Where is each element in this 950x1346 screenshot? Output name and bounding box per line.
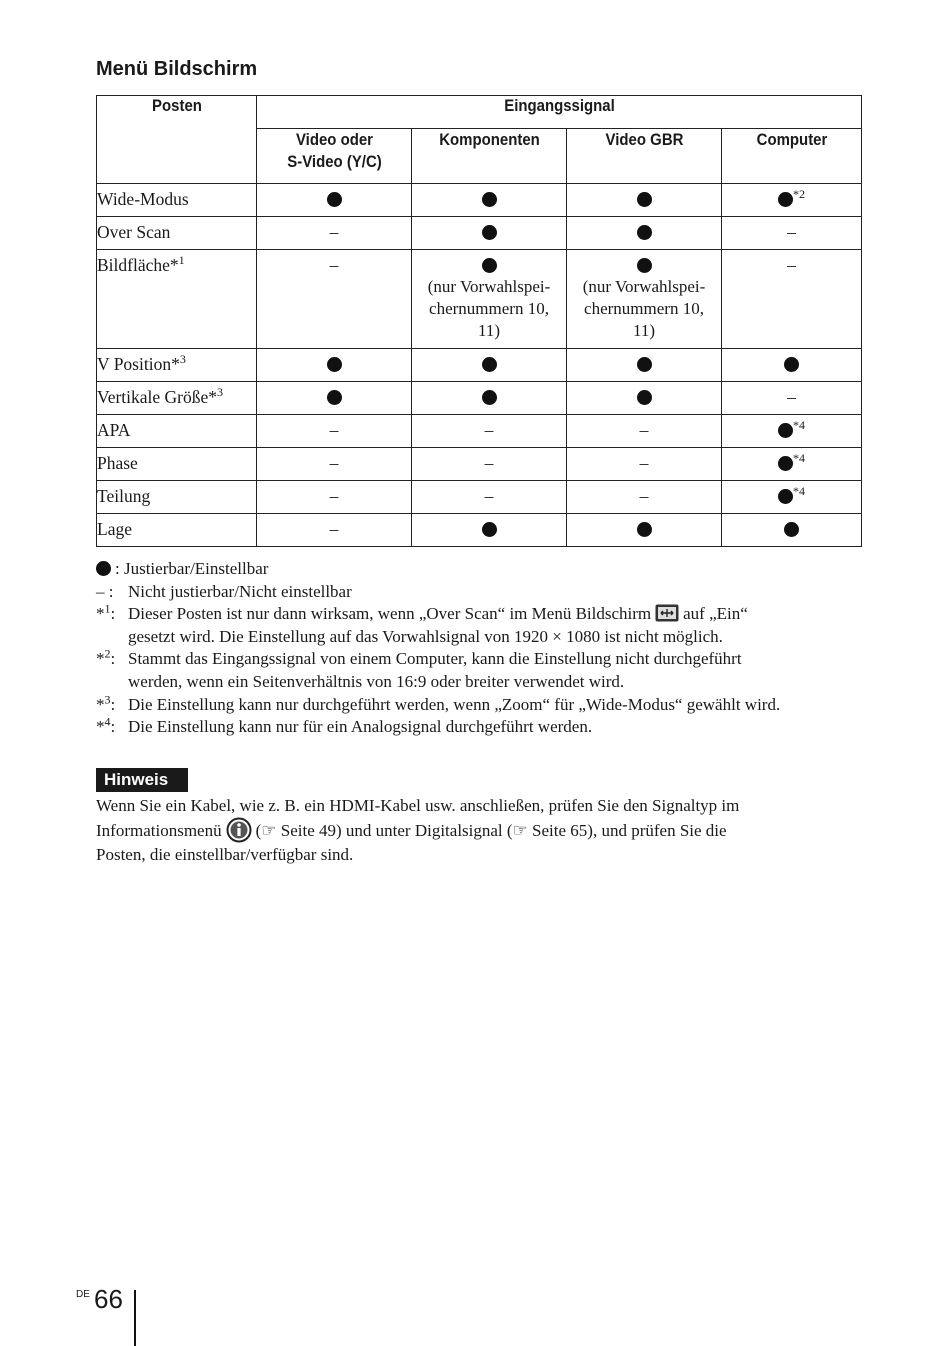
cell-video-gbr (567, 415, 722, 448)
table-row (97, 448, 862, 481)
row-label: V Position*$^3$ (97, 349, 257, 382)
cell-video (257, 382, 412, 415)
dot-symbol-icon (637, 357, 652, 372)
dot-symbol-icon (784, 357, 799, 372)
cell-komponenten (412, 349, 567, 382)
dot-symbol-icon (637, 522, 652, 537)
dot-symbol-icon (482, 390, 497, 405)
row-label: Vertikale Größe*$^3$ (97, 382, 257, 415)
dash-symbol: – (639, 486, 649, 506)
hinweis-text: Wenn Sie ein Kabel, wie z. B. ein HDMI-Kabel usw. anschließen, prüfen Sie den Signaltyp im Informationsmenü (☞ Seite 49) und unter Digitalsignal (☞ Seite 65), und prüfen Sie die Posten, die einstellbar/verfügbar sind. (96, 796, 740, 864)
dot-symbol-icon (96, 558, 111, 581)
dot-symbol-icon (482, 225, 497, 240)
cell-komponenten (412, 514, 567, 547)
dash-symbol: – (484, 420, 494, 440)
dash-symbol: – (787, 387, 796, 407)
cell-komponenten (412, 382, 567, 415)
header-video: Video oder S-Video (Y/C) (266, 129, 402, 184)
cell-computer (722, 514, 862, 547)
section-title: Menü Bildschirm (96, 58, 258, 80)
table-row (97, 514, 862, 547)
header-posten: Posten (106, 96, 247, 184)
cell-computer (722, 217, 862, 250)
screen-menu-icon (655, 604, 679, 622)
dash-symbol: – (639, 453, 649, 473)
footnote-1: *$^1$: Dieser Posten ist nur dann wirksam, wenn „Over Scan“ im Menü Bildschirm auf „Ein“ gesetzt wird. Die Einstellung auf das Vorwahlsignal von 1920 × 1080 ist nicht möglich. (96, 601, 748, 646)
footnote-3: *$^3$: Die Einstellung kann nur durchgeführt werden, wenn „Zoom“ für „Wide-Modus“ gewählt wird. (96, 691, 781, 714)
cell-video-gbr (567, 514, 722, 547)
legend-dot-row (96, 558, 866, 581)
cell-video-gbr (567, 184, 722, 217)
footnote-4: *$^4$: Die Einstellung kann nur für ein Analogsignal durchgeführt werden. (96, 714, 593, 737)
dot-symbol-icon (778, 192, 793, 207)
table-row (97, 481, 862, 514)
dot-symbol-icon (778, 489, 793, 504)
footnote-2: *$^2$: Stammt das Eingangssignal von einem Computer, kann die Einstellung nicht durchgeführt werden, wenn ein Seitenverhältnis von 16:9 oder breiter verwendet wird. (96, 646, 742, 691)
row-label: Bildfläche*$^1$ (97, 250, 257, 349)
cell-komponenten (412, 184, 567, 217)
cell-video (257, 217, 412, 250)
table-row (97, 349, 862, 382)
dot-symbol-icon (778, 423, 793, 438)
cell-video (257, 184, 412, 217)
cell-computer (722, 448, 862, 481)
dot-symbol-icon (482, 522, 497, 537)
header-computer: Computer (730, 129, 853, 184)
dash-symbol: – (787, 222, 796, 242)
cell-video-gbr (567, 382, 722, 415)
row-label: Over Scan (97, 217, 257, 250)
footnote-ref: *4 (793, 484, 805, 499)
dot-symbol-icon (482, 258, 497, 273)
cell-video (257, 481, 412, 514)
dash-symbol: – (484, 453, 494, 473)
hinweis-label: Hinweis (96, 768, 188, 792)
table-row (97, 415, 862, 448)
language-code: DE (76, 1289, 90, 1300)
dot-symbol-icon (784, 522, 799, 537)
table-row (97, 217, 862, 250)
cell-computer (722, 382, 862, 415)
dash-symbol: – (329, 486, 339, 506)
dash-symbol: – (329, 420, 339, 440)
legend-dash-text: Nicht justierbar/Nicht einstellbar (128, 581, 352, 601)
cell-video (257, 349, 412, 382)
cell-computer (722, 481, 862, 514)
dash-symbol: – (329, 222, 339, 242)
cell-video (257, 514, 412, 547)
table-row (97, 184, 862, 217)
dash-symbol: – (329, 255, 339, 275)
header-komponenten: Komponenten (421, 129, 557, 184)
dash-symbol: – (329, 453, 339, 473)
legend (96, 558, 866, 739)
footnote-ref: *4 (793, 451, 805, 466)
legend-dot-text: : Justierbar/Einstellbar (115, 559, 269, 578)
header-eingangssignal: Eingangssignal (293, 96, 825, 129)
cell-computer (722, 415, 862, 448)
cell-video-gbr (567, 448, 722, 481)
dot-symbol-icon (327, 357, 342, 372)
dash-symbol: – (639, 420, 649, 440)
dot-symbol-icon (482, 192, 497, 207)
dash-symbol: – (329, 519, 339, 539)
preset-note: (nur Vorwahlspei- chernummern 10, 11) (582, 277, 706, 340)
cell-video (257, 250, 412, 349)
footnote-ref: *2 (793, 187, 805, 202)
cell-computer (722, 250, 862, 349)
page-number: 66 (94, 1284, 123, 1314)
footnote-ref: *4 (793, 418, 805, 433)
cell-video-gbr (567, 349, 722, 382)
cell-video-gbr (567, 481, 722, 514)
dot-symbol-icon (637, 192, 652, 207)
cell-komponenten (412, 250, 567, 349)
info-icon (226, 817, 252, 843)
cell-video-gbr (567, 250, 722, 349)
table-row (97, 250, 862, 349)
dot-symbol-icon (327, 192, 342, 207)
row-label: Teilung (97, 481, 257, 514)
row-label: Phase (97, 448, 257, 481)
cell-video (257, 448, 412, 481)
table-body (97, 184, 862, 547)
table-row (97, 382, 862, 415)
dot-symbol-icon (637, 258, 652, 273)
footer-rule (134, 1290, 136, 1346)
row-label: APA (97, 415, 257, 448)
dot-symbol-icon (778, 456, 793, 471)
cell-video (257, 415, 412, 448)
header-video-gbr: Video GBR (576, 129, 712, 184)
dot-symbol-icon (637, 390, 652, 405)
preset-note: (nur Vorwahlspei- chernummern 10, 11) (427, 277, 551, 340)
row-label: Wide-Modus (97, 184, 257, 217)
dot-symbol-icon (482, 357, 497, 372)
cell-komponenten (412, 415, 567, 448)
dot-symbol-icon (637, 225, 652, 240)
dash-symbol: – (787, 255, 796, 275)
cell-komponenten (412, 481, 567, 514)
cell-video-gbr (567, 217, 722, 250)
settings-table (96, 95, 862, 547)
cell-komponenten (412, 448, 567, 481)
dot-symbol-icon (327, 390, 342, 405)
cell-computer (722, 184, 862, 217)
dash-symbol: – (484, 486, 494, 506)
row-label: Lage (97, 514, 257, 547)
legend-dash-row (96, 581, 866, 604)
legend-dash-key: – : (96, 581, 114, 601)
cell-komponenten (412, 217, 567, 250)
cell-computer (722, 349, 862, 382)
